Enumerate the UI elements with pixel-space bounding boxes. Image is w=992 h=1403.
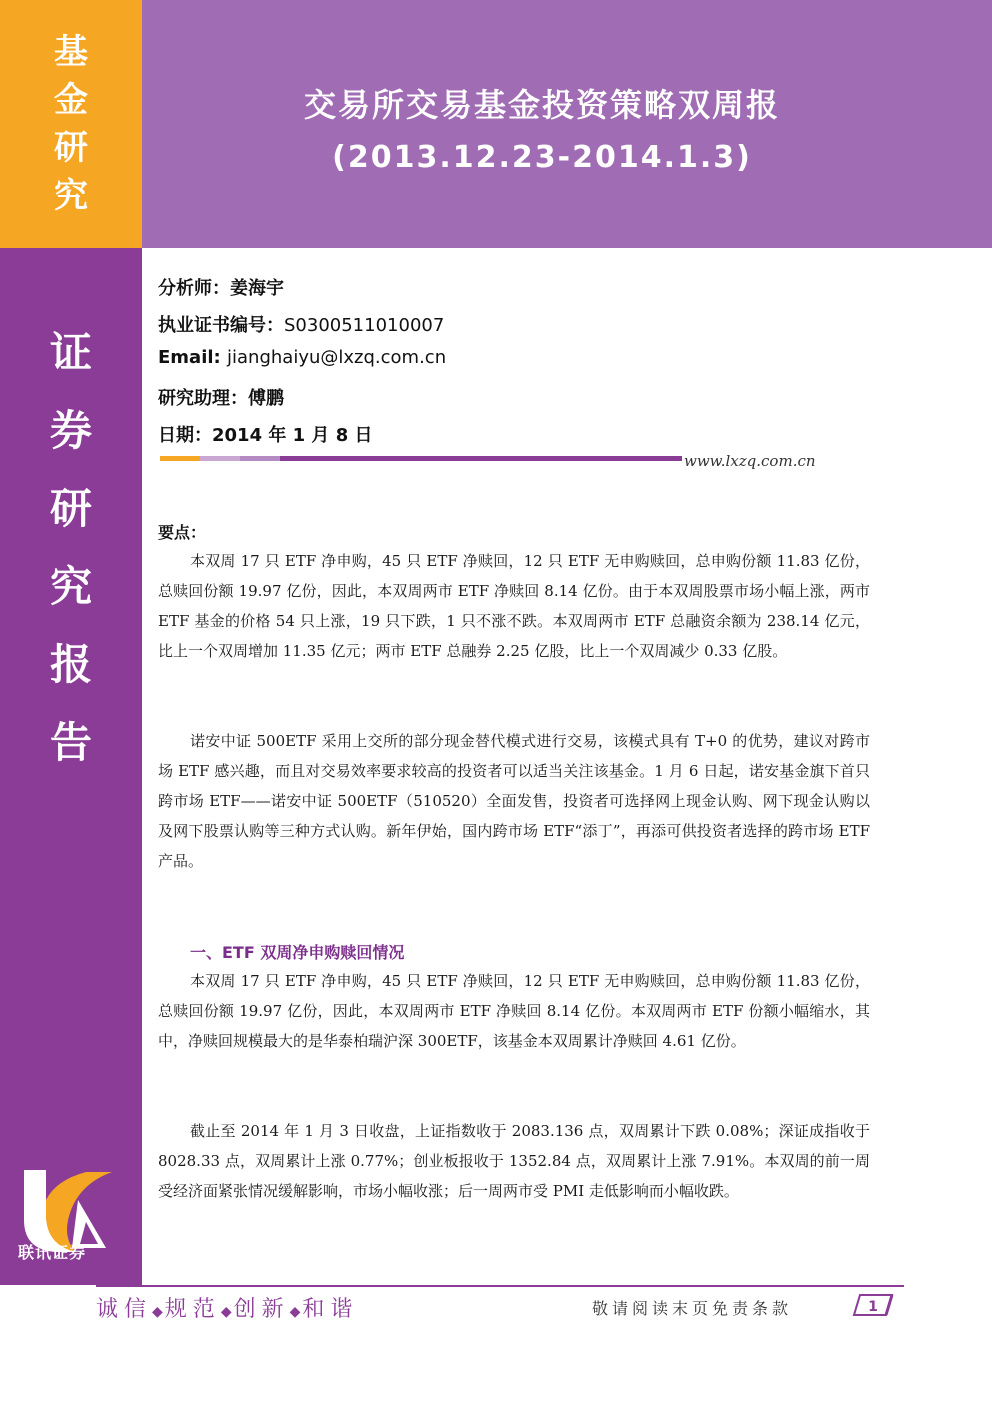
sidebar-report-char: 究 — [49, 562, 92, 611]
footer-motto — [96, 1292, 358, 1323]
motto-word: 规范 — [164, 1297, 221, 1322]
website-url[interactable]: www.lxzq.com.cn — [684, 452, 816, 470]
sidebar-report-char: 券 — [49, 406, 92, 455]
sidebar-report-char: 报 — [49, 640, 92, 689]
motto-word: 和谐 — [302, 1297, 359, 1322]
footer-disclaimer: 敬请阅读末页免责条款 — [592, 1299, 793, 1318]
sidebar-category-char: 究 — [54, 176, 88, 216]
assistant-label: 研究助理： — [158, 388, 248, 409]
analyst-line — [158, 274, 284, 300]
certificate-line — [158, 311, 444, 337]
sidebar-report-char: 证 — [49, 328, 92, 377]
analyst-label: 分析师： — [158, 278, 230, 299]
sidebar-category-char: 研 — [54, 128, 88, 168]
certificate-label: 执业证书编号： — [158, 315, 284, 336]
report-title: 交易所交易基金投资策略双周报 — [303, 86, 780, 124]
report-date-range: (2013.12.23-2014.1.3) — [332, 140, 752, 175]
diamond-icon: ◆ — [220, 1304, 234, 1320]
assistant-line — [158, 384, 284, 410]
footer-divider — [96, 1285, 904, 1287]
sidebar-report-char: 告 — [49, 718, 92, 767]
diamond-icon: ◆ — [289, 1304, 303, 1320]
sidebar-report-type — [0, 248, 142, 1285]
sidebar-category-char: 基 — [54, 32, 88, 72]
motto-word: 创新 — [233, 1297, 290, 1322]
email-line — [158, 347, 446, 368]
key-points-heading: 要点： — [158, 523, 207, 542]
logo-text: 联讯证券 — [18, 1243, 87, 1262]
section-paragraph-1: 本双周 17 只 ETF 净申购，45 只 ETF 净赎回，12 只 ETF 无申购赎回，总申购份额 11.83 亿份，总赎回份额 19.97 亿份，因此，本双周两市 ETF 净赎回 8.14 亿份。本双周两市 ETF 份额小幅缩水，其中，净赎回规模最大的是华泰柏瑞沪深 300ETF，该基金本双周累计净赎回 4.61 亿份。 — [158, 972, 870, 1050]
sidebar-category-char: 金 — [54, 80, 88, 120]
analyst-name: 姜海宇 — [230, 278, 284, 299]
diamond-icon: ◆ — [152, 1304, 165, 1320]
page-number-badge — [852, 1293, 898, 1317]
sidebar-report-char: 研 — [49, 484, 92, 533]
divider-rule — [160, 456, 682, 461]
email-address[interactable]: jianghaiyu@lxzq.com.cn — [227, 347, 447, 368]
key-points-paragraph-2: 诺安中证 500ETF 采用上交所的部分现金替代模式进行交易，该模式具有 T+0 的优势，建议对跨市场 ETF 感兴趣，而且对交易效率要求较高的投资者可以适当关注该基金。1 月 6 日起，诺安基金旗下首只跨市场 ETF——诺安中证 500ETF（510520）全面发售，投资者可选择网上现金认购、网下现金认购以及网下股票认购等三种方式认购。新年伊始，国内跨市场 ETF“添丁”，再添可供投资者选择的跨市场 ETF 产品。 — [158, 732, 870, 870]
email-label: Email: — [158, 347, 228, 368]
motto-word: 诚信 — [96, 1297, 153, 1322]
assistant-name: 傅鹏 — [248, 388, 284, 409]
date-label: 日期： — [158, 425, 212, 446]
certificate-number: S0300511010007 — [284, 315, 445, 336]
section-paragraph-2: 截止至 2014 年 1 月 3 日收盘，上证指数收于 2083.136 点，双周累计下跌 0.08%；深证成指收于 8028.33 点，双周累计上涨 0.77%；创业板报收于 1352.84 点，双周累计上涨 7.91%。本双周的前一周受经济面紧张情况缓解影响，市场小幅收涨；后一周两市受 PMI 走低影响而小幅收跌。 — [158, 1122, 870, 1200]
key-points-paragraph-1: 本双周 17 只 ETF 净申购，45 只 ETF 净赎回，12 只 ETF 无申购赎回，总申购份额 11.83 亿份，总赎回份额 19.97 亿份，因此，本双周两市 ETF 净赎回 8.14 亿份。由于本双周股票市场小幅上涨，两市 ETF 基金的价格 54 只上涨，19 只下跌，1 只不涨不跌。本双周两市 ETF 总融资余额为 238.14 亿元，比上一个双周增加 11.35 亿元；两市 ETF 总融券 2.25 亿股，比上一个双周减少 0.33 亿股。 — [158, 552, 870, 660]
date-line — [158, 421, 372, 447]
report-date: 2014 年 1 月 8 日 — [212, 425, 373, 446]
sidebar-category-block — [0, 0, 142, 248]
page-number: 1 — [868, 1299, 878, 1315]
section-heading: 一、ETF 双周净申购赎回情况 — [190, 943, 405, 962]
